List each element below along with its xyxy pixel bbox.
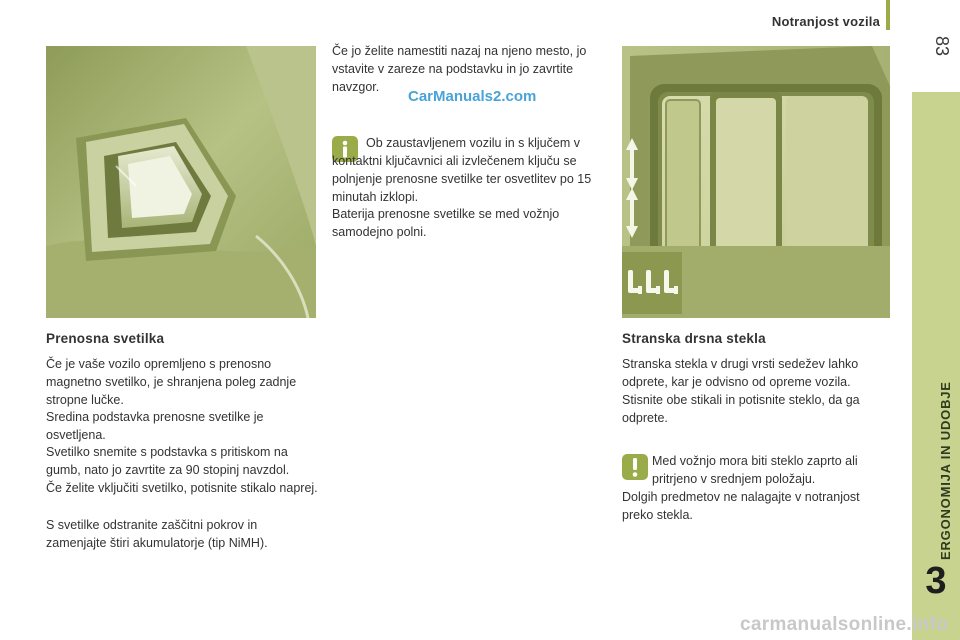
warning-note: Med vožnjo mora biti steklo zaprto ali pritrjeno v srednjem položaju.	[652, 454, 858, 486]
header-divider	[886, 0, 890, 30]
section-title: Notranjost vozila	[771, 14, 880, 29]
left-paragraph: Sredina podstavka prenosne svetilke je osvetljena.	[46, 410, 264, 442]
portable-lamp-illustration	[46, 46, 316, 318]
info-note: Ob zaustavljenem vozilu in s ključem v kontaktni ključavnici ali izvlečenem ključu se polnjenje prenosne svetilke ter osvetlitev po 15 minutah izklopi.	[332, 136, 592, 204]
portable-lamp-heading: Prenosna svetilka	[46, 331, 165, 346]
warning-icon	[622, 454, 648, 480]
watermark-bottom: carmanualsonline.info	[740, 614, 948, 635]
left-paragraph: Če je vaše vozilo opremljeno s prenosno magnetno svetilko, je shranjena poleg zadnje stropne lučke.	[46, 357, 297, 407]
right-paragraph: Stisnite obe stikali in potisnite steklo, da ga odprete.	[622, 393, 860, 425]
left-paragraph: Če želite vključiti svetilko, potisnite stikalo naprej.	[46, 481, 318, 495]
chapter-tab-label: ERGONOMIJA IN UDOBJE	[938, 381, 953, 560]
left-paragraph: S svetilke odstranite zaščitni pokrov in zamenjajte štiri akumulatorje (tip NiMH).	[46, 518, 268, 550]
right-paragraph: Stranska stekla v drugi vrsti sedežev lahko odprete, kar je odvisno od opreme vozila.	[622, 357, 859, 389]
long-objects-paragraph: Dolgih predmetov ne nalagajte v notranjost preko stekla.	[622, 490, 860, 522]
page-number: 83	[932, 36, 952, 57]
left-paragraph: Svetilko snemite s podstavka s pritiskom na gumb, nato jo zavrtite za 90 stopinj navzdol.	[46, 445, 290, 477]
reinstall-paragraph: Če jo želite namestiti nazaj na njeno mesto, jo vstavite v zareze na podstavku in jo zavrtite navzgor.	[332, 44, 587, 94]
battery-paragraph: Baterija prenosne svetilke se med vožnjo samodejno polni.	[332, 207, 560, 239]
sliding-windows-heading: Stranska drsna stekla	[622, 331, 766, 346]
watermark-top: CarManuals2.com	[408, 88, 537, 105]
sliding-window-illustration	[622, 46, 890, 318]
chapter-number: 3	[925, 560, 947, 602]
